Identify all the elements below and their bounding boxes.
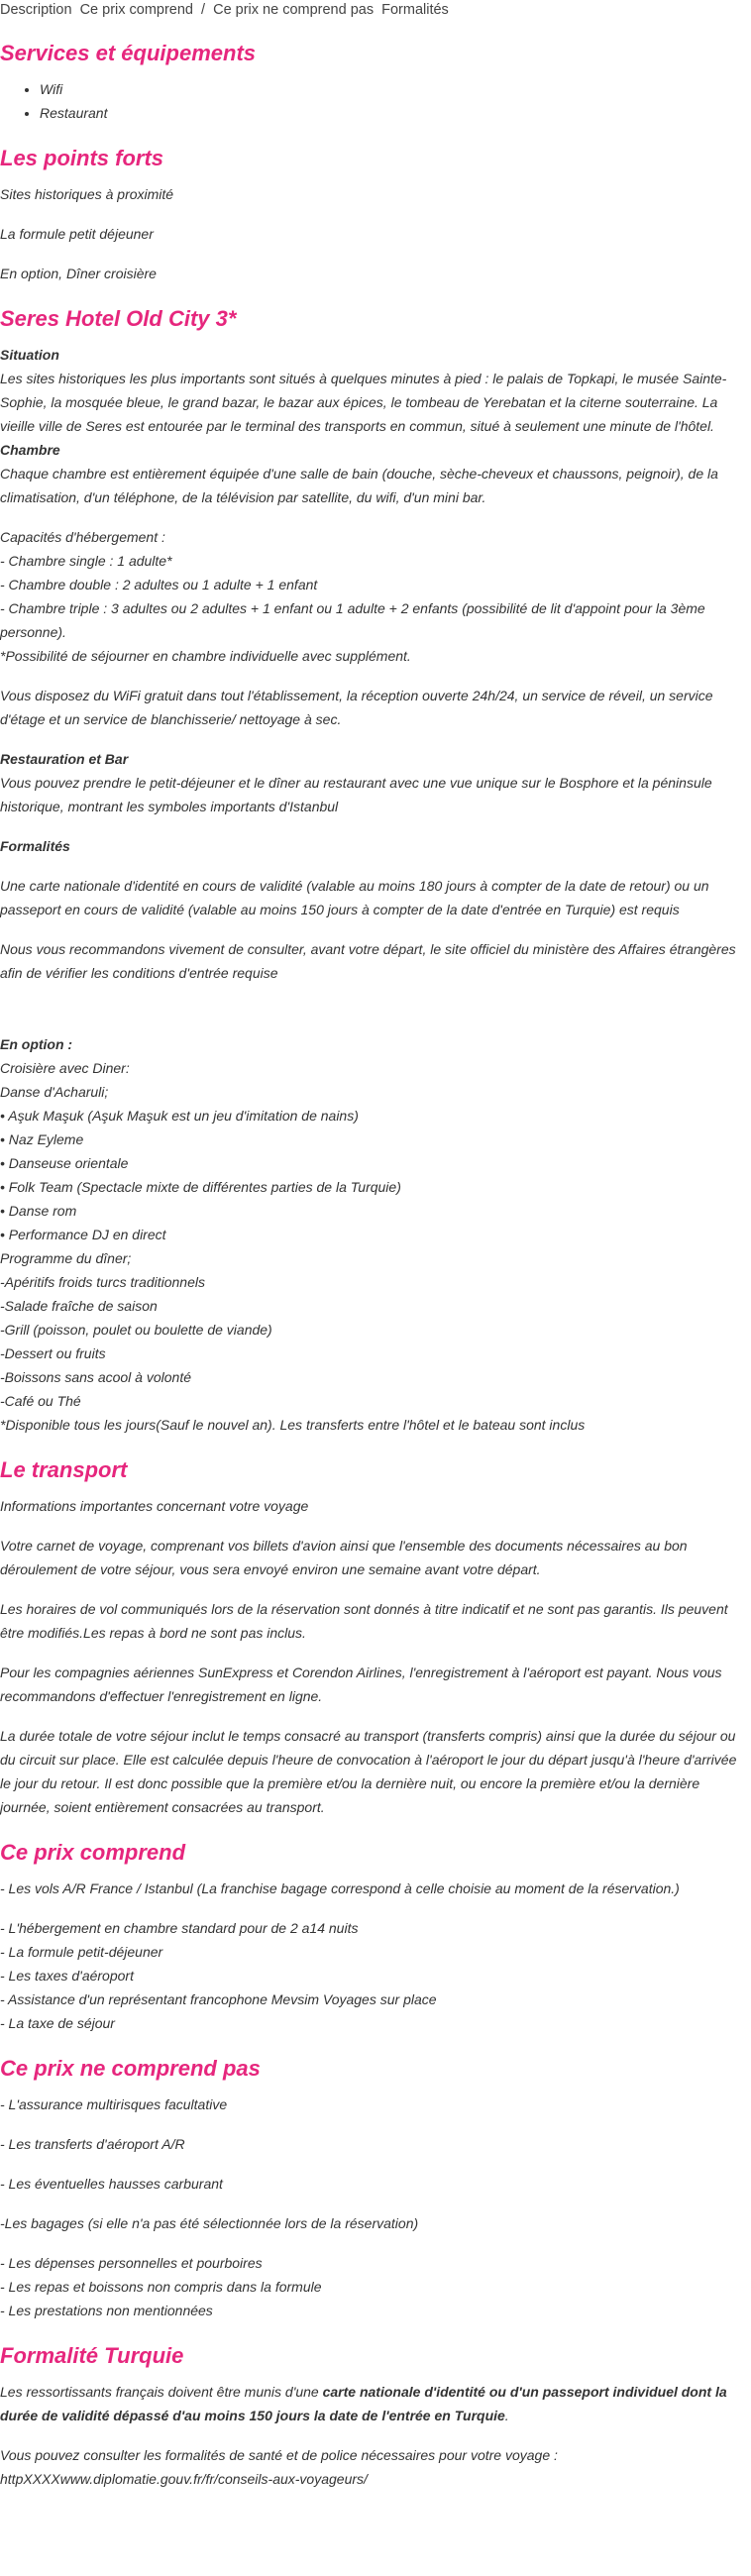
option-line: • Aşuk Maşuk (Aşuk Maşuk est un jeu d'imitation de nains) xyxy=(0,1108,359,1124)
capacites-line: - Chambre double : 2 adultes ou 1 adulte + 1 enfant xyxy=(0,577,318,592)
chambre-text: Chaque chambre est entièrement équipée d'une salle de bain (douche, sèche-cheveux et chaussons, peignoir), de la climatisation, d'un téléphone, de la télévision par satellite, du wifi, d'un mini bar. xyxy=(0,466,718,505)
formalites-label: Formalités xyxy=(0,838,70,854)
transport-paragraph: La durée totale de votre séjour inclut le temps consacré au transport (transferts compris) ainsi que la durée du séjour ou du circuit sur place. Elle est calculée depuis l'heure de convocation à l'aéroport le jour du départ jusqu'à l'heure d'arrivée le jour du retour. Il est donc possible que la première et/ou la dernière nuit, ou encore la première et/ou la dernière journée, soient entièrement consacrées au transport. xyxy=(0,1728,737,1815)
option-line: Croisière avec Diner: xyxy=(0,1060,130,1076)
option-line: *Disponible tous les jours(Sauf le nouvel an). Les transferts entre l'hôtel et le bateau sont inclus xyxy=(0,1417,586,1433)
comprend-item: - Les vols A/R France / Istanbul (La franchise bagage correspond à celle choisie au moment de la réservation.) xyxy=(0,1880,680,1896)
option-line: -Apéritifs froids turcs traditionnels xyxy=(0,1274,205,1290)
ne-comprend-item: - Les prestations non mentionnées xyxy=(0,2303,213,2318)
list-item: • Restaurant xyxy=(40,101,751,125)
ne-comprend-title: Ce prix ne comprend pas xyxy=(0,2056,261,2081)
tab-formalites[interactable]: Formalités xyxy=(381,2,449,18)
restaurant-label: Restauration et Bar xyxy=(0,751,129,767)
comprend-item: - Les taxes d'aéroport xyxy=(0,1968,134,1984)
ne-comprend-item: - Les repas et boissons non compris dans la formule xyxy=(0,2279,322,2295)
ne-comprend-item: - Les transferts d'aéroport A/R xyxy=(0,2136,185,2152)
option-line: -Grill (poisson, poulet ou boulette de viande) xyxy=(0,1322,272,1338)
situation-label: Situation xyxy=(0,347,59,363)
services-list xyxy=(0,77,751,125)
point-fort-item: Sites historiques à proximité xyxy=(0,186,174,202)
diplomatie-link[interactable]: httpXXXXwww.diplomatie.gouv.fr/fr/conseils-aux-voyageurs/ xyxy=(0,2471,368,2487)
point-fort-item: La formule petit déjeuner xyxy=(0,226,154,242)
capacites-line: Capacités d'hébergement : xyxy=(0,529,165,545)
services-title: Services et équipements xyxy=(0,41,257,65)
comprend-item: - Assistance d'un représentant francophone Mevsim Voyages sur place xyxy=(0,1991,437,2007)
capacites-line: - Chambre triple : 3 adultes ou 2 adultes + 1 enfant ou 1 adulte + 2 enfants (possibilité de lit d'appoint pour la 3ème personne). xyxy=(0,600,705,640)
formalite-title: Formalité Turquie xyxy=(0,2343,184,2368)
comprend-item: - La formule petit-déjeuner xyxy=(0,1944,163,1960)
comprend-item: - L'hébergement en chambre standard pour de 2 a14 nuits xyxy=(0,1920,359,1936)
option-line: • Danse rom xyxy=(0,1203,77,1219)
transport-paragraph: Votre carnet de voyage, comprenant vos billets d'avion ainsi que l'ensemble des documents nécessaires au bon déroulement de votre séjour, vous sera envoyé environ une semaine avant votre départ. xyxy=(0,1538,688,1577)
tab-bar xyxy=(0,0,751,20)
formalites-text: Nous vous recommandons vivement de consulter, avant votre départ, le site officiel du ministère des Affaires étrangères afin de vérifier les conditions d'entrée requise xyxy=(0,941,736,981)
option-line: • Folk Team (Spectacle mixte de différentes parties de la Turquie) xyxy=(0,1179,401,1195)
capacites-line: *Possibilité de séjourner en chambre individuelle avec supplément. xyxy=(0,648,411,664)
capacites-line: - Chambre single : 1 adulte* xyxy=(0,553,172,569)
formalite-consult: Vous pouvez consulter les formalités de santé et de police nécessaires pour votre voyage : xyxy=(0,2447,558,2463)
formalite-text-bold: carte nationale d'identité ou d'un passeport individuel dont la durée de validité dépassé d'au moins 150 jours la date de l'entrée en Turquie xyxy=(0,2384,727,2423)
points-forts-title: Les points forts xyxy=(0,146,164,170)
comprend-title: Ce prix comprend xyxy=(0,1840,186,1865)
option-line: • Danseuse orientale xyxy=(0,1155,129,1171)
chambre-label: Chambre xyxy=(0,442,60,458)
hotel-title: Seres Hotel Old City 3* xyxy=(0,306,237,331)
option-line: Programme du dîner; xyxy=(0,1250,132,1266)
ne-comprend-item: -Les bagages (si elle n'a pas été sélectionnée lors de la réservation) xyxy=(0,2215,419,2231)
option-line: -Salade fraîche de saison xyxy=(0,1298,158,1314)
option-line: • Naz Eyleme xyxy=(0,1131,84,1147)
formalites-text: Une carte nationale d'identité en cours de validité (valable au moins 180 jours à compter de la date de retour) ou un passeport en cours de validité (valable au moins 150 jours à compter de la date d'entrée en Turquie) est requis xyxy=(0,878,709,917)
formalite-text-post: . xyxy=(504,2408,509,2423)
transport-title: Le transport xyxy=(0,1457,128,1482)
option-line: -Dessert ou fruits xyxy=(0,1345,106,1361)
option-line: -Café ou Thé xyxy=(0,1393,81,1409)
option-line: -Boissons sans acool à volonté xyxy=(0,1369,191,1385)
option-line: • Performance DJ en direct xyxy=(0,1227,166,1242)
tab-separator: / xyxy=(201,2,206,18)
transport-paragraph: Informations importantes concernant votre voyage xyxy=(0,1498,309,1514)
ne-comprend-item: - Les éventuelles hausses carburant xyxy=(0,2176,223,2192)
ne-comprend-item: - Les dépenses personnelles et pourboires xyxy=(0,2255,263,2271)
tab-description[interactable]: Description xyxy=(0,2,72,18)
option-list xyxy=(0,1056,751,1437)
restaurant-text: Vous pouvez prendre le petit-déjeuner et le dîner au restaurant avec une vue unique sur le Bosphore et la péninsule historique, montrant les symboles importants d'Istanbul xyxy=(0,775,712,814)
transport-paragraph: Les horaires de vol communiqués lors de la réservation sont donnés à titre indicatif et ne sont pas garantis. Ils peuvent être modifiés.Les repas à bord ne sont pas inclus. xyxy=(0,1601,728,1641)
transport-paragraph: Pour les compagnies aériennes SunExpress et Corendon Airlines, l'enregistrement à l'aéroport est payant. Nous vous recommandons d'effectuer l'enregistrement en ligne. xyxy=(0,1664,722,1704)
tab-ce-prix-ne-comprend-pas[interactable]: Ce prix ne comprend pas xyxy=(213,2,375,18)
list-item: • Wifi xyxy=(40,77,751,101)
comprend-item: - La taxe de séjour xyxy=(0,2015,115,2031)
point-fort-item: En option, Dîner croisière xyxy=(0,266,157,281)
situation-text: Les sites historiques les plus importants sont situés à quelques minutes à pied : le palais de Topkapi, le musée Sainte-Sophie, la mosquée bleue, le grand bazar, le bazar aux épices, le tombeau de Yerebatan et la citerne souterraine. La vieille ville de Seres est entourée par le terminal des transports en commun, situé à seulement une minute de l'hôtel. xyxy=(0,371,727,434)
option-label: En option : xyxy=(0,1036,73,1052)
tab-ce-prix-comprend[interactable]: Ce prix comprend xyxy=(79,2,193,18)
ne-comprend-item: - L'assurance multirisques facultative xyxy=(0,2096,228,2112)
formalite-text xyxy=(0,2380,751,2427)
formalite-text-pre: Les ressortissants français doivent être munis d'une xyxy=(0,2384,323,2400)
option-line: Danse d'Acharuli; xyxy=(0,1084,109,1100)
hotel-services-text: Vous disposez du WiFi gratuit dans tout l'établissement, la réception ouverte 24h/24, un service de réveil, un service d'étage et un service de blanchisserie/ nettoyage à sec. xyxy=(0,688,713,727)
